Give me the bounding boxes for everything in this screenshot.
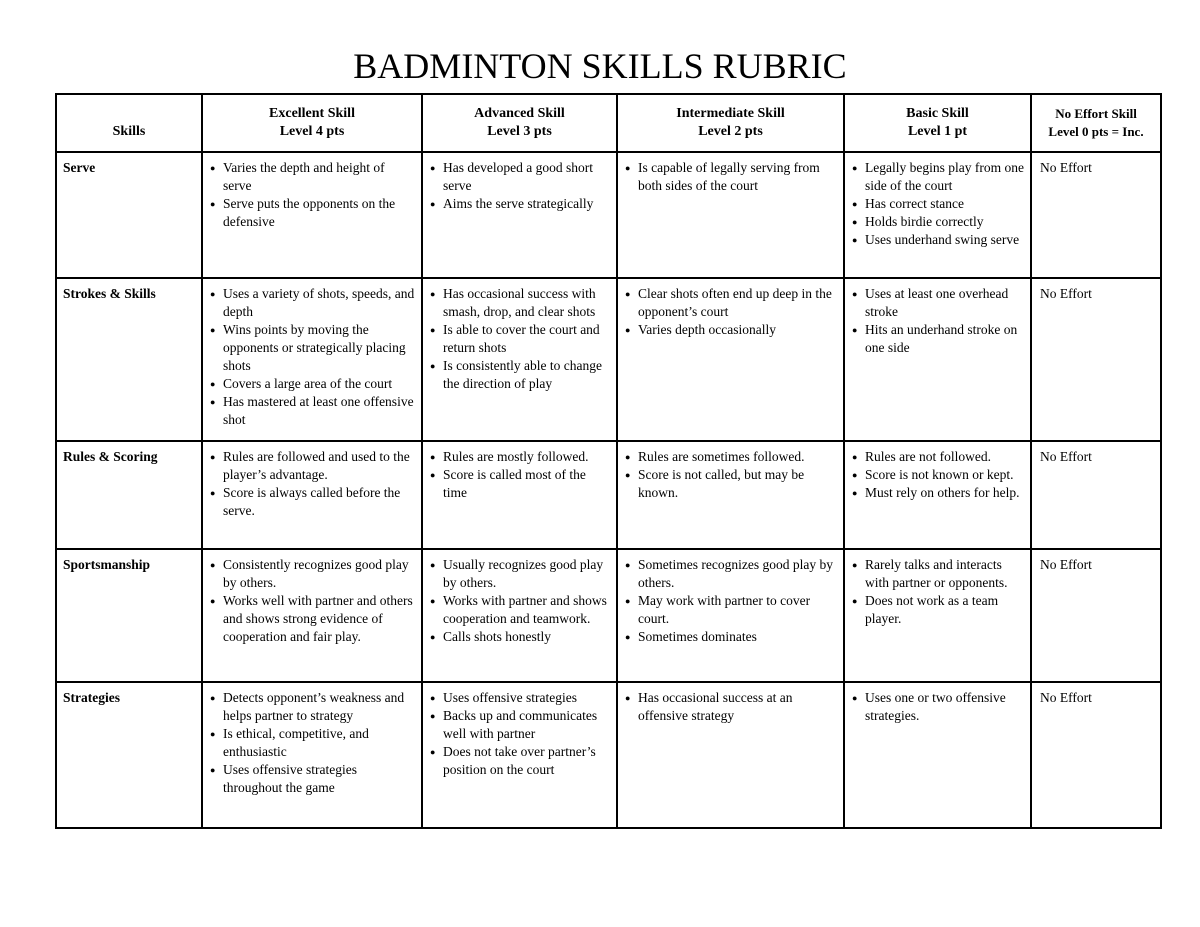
criteria-list — [624, 448, 837, 502]
criteria-item: ● Wins points by moving the opponents or strategically placing shots — [209, 321, 415, 375]
header-level-points: Level 3 pts — [487, 124, 552, 139]
header-level-name: Intermediate Skill — [676, 106, 785, 121]
criteria-item: ● Works well with partner and others and shows strong evidence of cooperation and fair play. — [209, 592, 415, 646]
skill-name: Sportsmanship — [56, 549, 202, 682]
criteria-item: ● Score is called most of the time — [429, 466, 610, 502]
header-level-points: Level 1 pt — [907, 124, 968, 139]
criteria-item: ● Is capable of legally serving from both sides of the court — [624, 159, 837, 195]
criteria-list — [624, 689, 837, 725]
criteria-item: ● Has occasional success with smash, drop, and clear shots — [429, 285, 610, 321]
header-level-points: Level 2 pts — [698, 124, 763, 139]
criteria-item: ● Aims the serve strategically — [429, 195, 610, 213]
criteria-item: ● Rules are sometimes followed. — [624, 448, 837, 466]
criteria-list — [429, 285, 610, 393]
criteria-list — [209, 556, 415, 646]
criteria-cell — [422, 152, 617, 278]
header-basic — [844, 94, 1031, 152]
no-effort-cell: No Effort — [1031, 152, 1161, 278]
criteria-item: ● Uses a variety of shots, speeds, and depth — [209, 285, 415, 321]
criteria-item: ● Usually recognizes good play by others. — [429, 556, 610, 592]
criteria-item: ● Score is not known or kept. — [851, 466, 1024, 484]
criteria-item: ● Holds birdie correctly — [851, 213, 1024, 231]
criteria-item: ● Clear shots often end up deep in the opponent’s court — [624, 285, 837, 321]
criteria-cell — [422, 278, 617, 441]
criteria-item: ● Is consistently able to change the direction of play — [429, 357, 610, 393]
header-excellent — [202, 94, 422, 152]
criteria-cell — [844, 278, 1031, 441]
criteria-cell — [617, 549, 844, 682]
criteria-cell — [422, 682, 617, 828]
criteria-item: ● Does not take over partner’s position on the court — [429, 743, 610, 779]
no-effort-cell: No Effort — [1031, 682, 1161, 828]
criteria-list — [209, 285, 415, 429]
criteria-cell — [202, 549, 422, 682]
criteria-item: ● Uses one or two offensive strategies. — [851, 689, 1024, 725]
skill-name: Strategies — [56, 682, 202, 828]
criteria-cell — [617, 441, 844, 549]
criteria-list — [209, 448, 415, 520]
criteria-cell — [617, 278, 844, 441]
criteria-item: ● Sometimes dominates — [624, 628, 837, 646]
criteria-cell — [617, 682, 844, 828]
rubric-table — [55, 93, 1162, 829]
criteria-item: ● Must rely on others for help. — [851, 484, 1024, 502]
header-level-points: Level 4 pts — [279, 124, 345, 139]
criteria-item: ● Is ethical, competitive, and enthusiastic — [209, 725, 415, 761]
header-skills: Skills — [56, 94, 202, 152]
criteria-cell — [844, 152, 1031, 278]
criteria-list — [429, 689, 610, 779]
criteria-list — [624, 556, 837, 646]
criteria-item: ● Works with partner and shows cooperation and teamwork. — [429, 592, 610, 628]
criteria-item: ● Score is always called before the serve. — [209, 484, 415, 520]
criteria-cell — [422, 549, 617, 682]
criteria-item: ● Score is not called, but may be known. — [624, 466, 837, 502]
criteria-cell — [202, 682, 422, 828]
criteria-item: ● Legally begins play from one side of the court — [851, 159, 1024, 195]
criteria-item: ● Rules are not followed. — [851, 448, 1024, 466]
criteria-item: ● Rules are followed and used to the player’s advantage. — [209, 448, 415, 484]
criteria-item: ● Hits an underhand stroke on one side — [851, 321, 1024, 357]
criteria-cell — [202, 278, 422, 441]
header-advanced — [422, 94, 617, 152]
rubric-row — [56, 682, 1161, 828]
header-no-effort — [1031, 94, 1161, 152]
criteria-list — [429, 448, 610, 502]
rubric-row — [56, 549, 1161, 682]
criteria-cell — [617, 152, 844, 278]
criteria-item: ● Uses offensive strategies — [429, 689, 610, 707]
criteria-item: ● Has mastered at least one offensive shot — [209, 393, 415, 429]
criteria-item: ● Detects opponent’s weakness and helps partner to strategy — [209, 689, 415, 725]
criteria-cell — [422, 441, 617, 549]
criteria-item: ● Backs up and communicates well with partner — [429, 707, 610, 743]
criteria-item: ● Varies the depth and height of serve — [209, 159, 415, 195]
no-effort-cell: No Effort — [1031, 278, 1161, 441]
criteria-item: ● May work with partner to cover court. — [624, 592, 837, 628]
criteria-item: ● Uses offensive strategies throughout the game — [209, 761, 415, 797]
criteria-item: ● Has occasional success at an offensive strategy — [624, 689, 837, 725]
header-row — [56, 94, 1161, 152]
criteria-item: ● Uses underhand swing serve — [851, 231, 1024, 249]
criteria-item: ● Consistently recognizes good play by others. — [209, 556, 415, 592]
rubric-body — [56, 152, 1161, 828]
criteria-list — [209, 159, 415, 231]
criteria-item: ● Has correct stance — [851, 195, 1024, 213]
header-intermediate — [617, 94, 844, 152]
header-level-name: Advanced Skill — [474, 106, 565, 121]
criteria-list — [851, 448, 1024, 502]
criteria-item: ● Rarely talks and interacts with partner or opponents. — [851, 556, 1024, 592]
rubric-row — [56, 441, 1161, 549]
criteria-list — [624, 285, 837, 339]
page-title: BADMINTON SKILLS RUBRIC — [353, 46, 847, 86]
criteria-list — [851, 689, 1024, 725]
criteria-list — [429, 556, 610, 646]
criteria-list — [851, 285, 1024, 357]
criteria-list — [851, 556, 1024, 628]
criteria-item: ● Does not work as a team player. — [851, 592, 1024, 628]
no-effort-cell: No Effort — [1031, 549, 1161, 682]
criteria-list — [429, 159, 610, 213]
criteria-item: ● Is able to cover the court and return shots — [429, 321, 610, 357]
criteria-cell — [844, 682, 1031, 828]
criteria-item: ● Has developed a good short serve — [429, 159, 610, 195]
skill-name: Serve — [56, 152, 202, 278]
criteria-list — [624, 159, 837, 195]
criteria-cell — [202, 152, 422, 278]
criteria-cell — [202, 441, 422, 549]
header-level-name: Excellent Skill — [269, 106, 355, 121]
header-level-name: No Effort Skill — [1055, 106, 1137, 121]
criteria-item: ● Varies depth occasionally — [624, 321, 837, 339]
criteria-item: ● Covers a large area of the court — [209, 375, 415, 393]
rubric-row — [56, 152, 1161, 278]
rubric-row — [56, 278, 1161, 441]
skill-name: Strokes & Skills — [56, 278, 202, 441]
criteria-list — [209, 689, 415, 797]
criteria-item: ● Calls shots honestly — [429, 628, 610, 646]
header-level-points: Level 0 pts = Inc. — [1048, 124, 1144, 139]
criteria-item: ● Uses at least one overhead stroke — [851, 285, 1024, 321]
header-level-name: Basic Skill — [906, 106, 969, 121]
no-effort-cell: No Effort — [1031, 441, 1161, 549]
skill-name: Rules & Scoring — [56, 441, 202, 549]
criteria-item: ● Sometimes recognizes good play by others. — [624, 556, 837, 592]
criteria-item: ● Serve puts the opponents on the defensive — [209, 195, 415, 231]
criteria-cell — [844, 441, 1031, 549]
criteria-cell — [844, 549, 1031, 682]
criteria-list — [851, 159, 1024, 249]
criteria-item: ● Rules are mostly followed. — [429, 448, 610, 466]
